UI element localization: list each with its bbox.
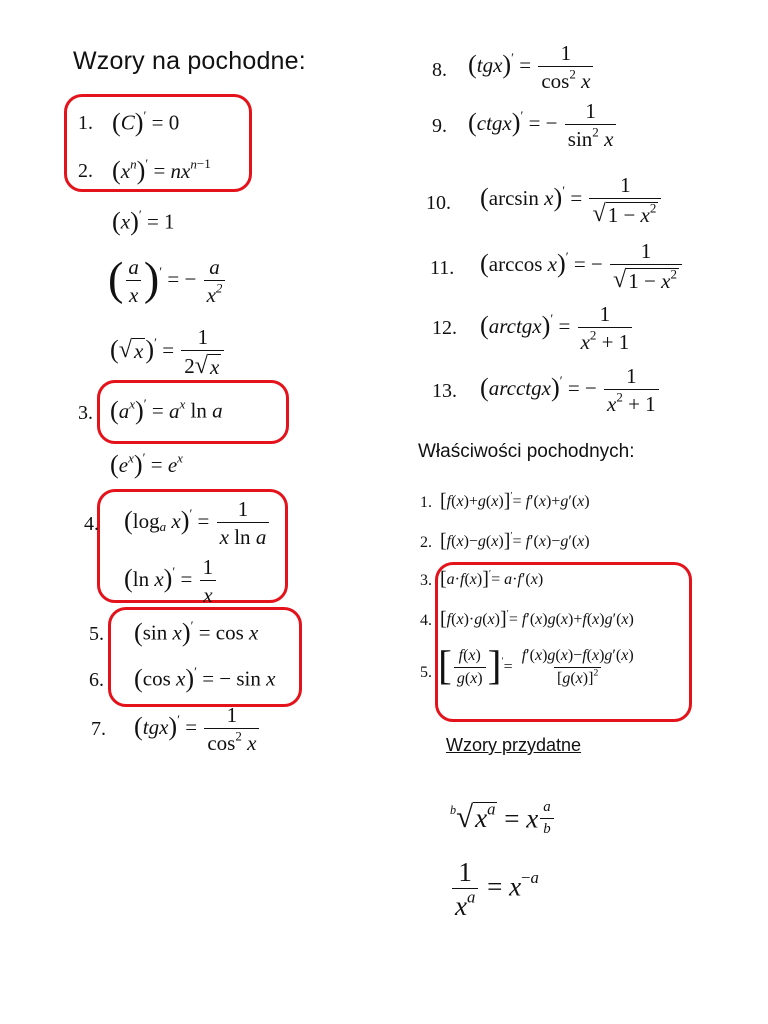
- formula-tg: (tgx)′ = $\frac{1}{\cos^2 x}$: [468, 42, 595, 92]
- formula-constant: (C)′ = 0: [112, 107, 180, 137]
- formula-number-4: 4.: [84, 513, 99, 535]
- formula-a-over-x: ( $\frac{a}{x}$ )′ = − $\frac{a}{x^2}$: [108, 256, 227, 306]
- formula-arcctg: (arcctgx)′ = − $\frac{1}{x^2 + 1}$: [480, 365, 661, 415]
- property-constant-multiple: [a·f(x)]′= a·f′(x): [440, 568, 544, 590]
- formula-sqrt: ( √ x )′ = 1 2 √ x: [110, 326, 226, 378]
- formula-cos: (cos x)′ = − sin x: [134, 663, 276, 693]
- property-number-4: 4.: [420, 612, 432, 629]
- formula-exponential: $(a^x)' = a^x$ ln a: [110, 395, 223, 425]
- formula-exp-e: $(e^x)' = e^x$: [110, 449, 183, 479]
- property-product: [f(x)·g(x)]′= f′(x)g(x)+f(x)g′(x): [440, 608, 634, 630]
- formula-sin: (sin x)′ = cos x: [134, 617, 259, 647]
- formula-number-1: 1.: [78, 112, 93, 134]
- property-number-5: 5.: [420, 664, 432, 681]
- formula-ln: (ln x)′ = $\frac{1}{x}$: [124, 556, 218, 606]
- formula-number-2: 2.: [78, 160, 93, 182]
- formula-arctg: (arctgx)′ = $\frac{1}{x^2 + 1}$: [480, 303, 634, 353]
- formula-number-5: 5.: [89, 623, 104, 645]
- formula-x: (x)′ = 1: [112, 206, 175, 236]
- useful-root-formula: $^b$ √ $x^a$ = x $\frac{a}{b}$: [450, 800, 556, 837]
- property-quotient: [ $\frac{f(x)}{g(x)}$ ]′= $\frac{f'(x)g(x)-f(x)g'(x)}{[g(x)]^2}$: [438, 642, 634, 688]
- property-number-1: 1.: [420, 494, 432, 511]
- formula-number-8: 8.: [432, 59, 447, 81]
- formula-number-6: 6.: [89, 669, 104, 691]
- formula-power: $(x^n)' = nx^{n-1}$: [112, 155, 211, 185]
- formula-number-3: 3.: [78, 402, 93, 424]
- formula-arcsin: (arcsin x)′ = 1 √ $1 - x^2$: [480, 174, 663, 226]
- formula-ctg: (ctgx)′ = − $\frac{1}{\sin^2 x}$: [468, 100, 618, 150]
- property-number-3: 3.: [420, 572, 432, 589]
- property-difference: [f(x)−g(x)]′= f′(x)−g′(x): [440, 530, 590, 552]
- formula-number-11: 11.: [430, 257, 455, 279]
- useful-formulas-heading: Wzory przydatne: [446, 735, 582, 755]
- formula-tg-left: (tgx)′ = $\frac{1}{\cos^2 x}$: [134, 704, 261, 754]
- formula-number-12: 12.: [432, 317, 457, 339]
- formula-arccos: (arccos x)′ = − 1 √ $1 - x^2$: [480, 240, 684, 292]
- formula-number-13: 13.: [432, 380, 457, 402]
- page-title: Wzory na pochodne:: [73, 47, 306, 75]
- formula-log: ($\log_a$ x)′ = $\frac{1}{\text{x ln a}}$: [124, 498, 271, 548]
- formula-number-9: 9.: [432, 115, 447, 137]
- formula-number-10: 10.: [426, 192, 451, 214]
- property-number-2: 2.: [420, 534, 432, 551]
- properties-heading: Właściwości pochodnych:: [418, 441, 635, 462]
- formula-number-7: 7.: [91, 718, 106, 740]
- useful-reciprocal-formula: $\frac{1}{x^a}$ = $x^{-a}$: [450, 858, 539, 921]
- property-sum: [f(x)+g(x)]′= f′(x)+g′(x): [440, 490, 590, 512]
